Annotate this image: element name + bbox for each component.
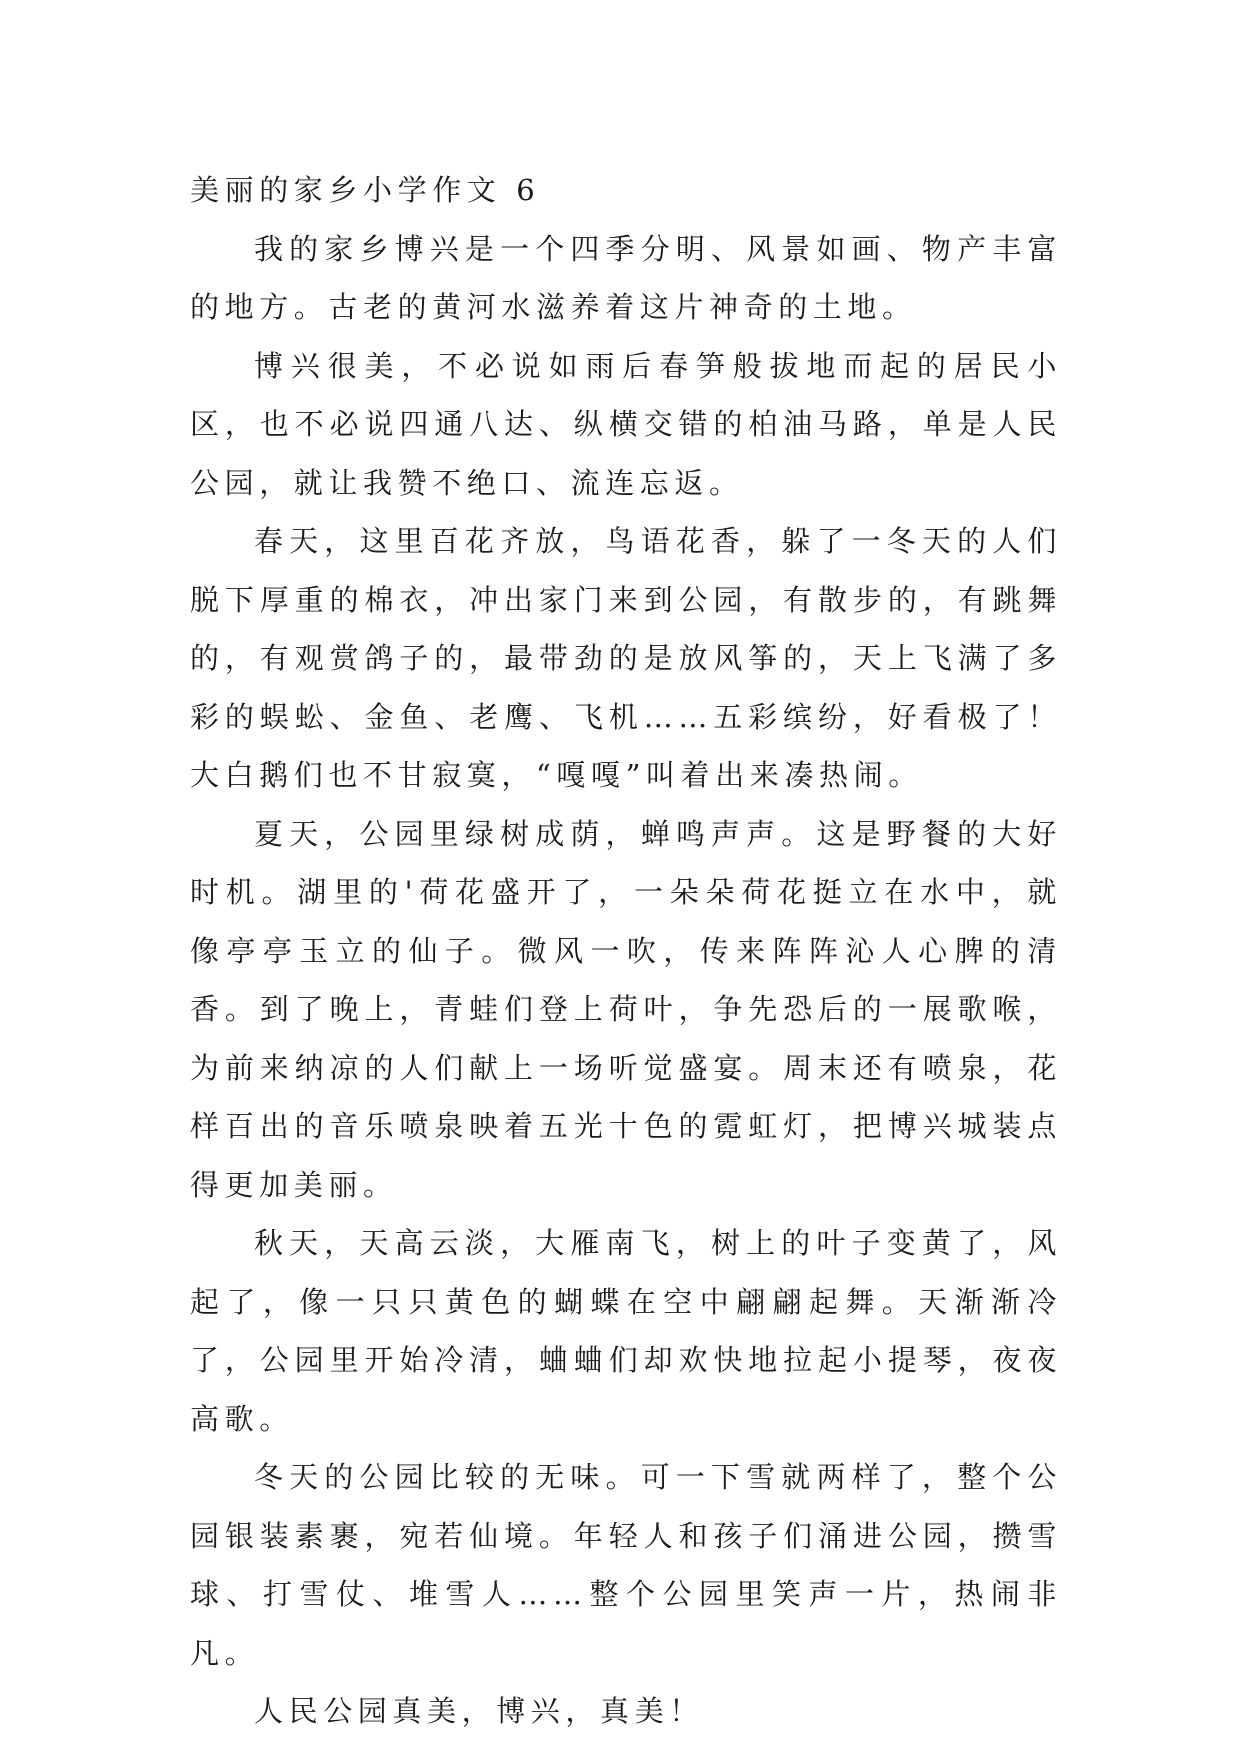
paragraph-spring: 春天，这里百花齐放，鸟语花香，躲了一冬天的人们脱下厚重的棉衣，冲出家门来到公园，有散步的，有跳舞的，有观赏鸽子的，最带劲的是放风筝的，天上飞满了多彩的蜈蚣、金鱼、老鹰、飞机……五彩缤纷，好看极了！大白鹅们也不甘寂寞，“嘎嘎”叫着出来凑热闹。 bbox=[190, 524, 1062, 792]
paragraph-park: 博兴很美，不必说如雨后春笋般拔地而起的居民小区，也不必说四通八达、纵横交错的柏油马路，单是人民公园，就让我赞不绝口、流连忘返。 bbox=[190, 348, 1062, 500]
paragraph-summer: 夏天，公园里绿树成荫，蝉鸣声声。这是野餐的大好时机。湖里的'荷花盛开了，一朵朵荷花挺立在水中，就像亭亭玉立的仙子。微风一吹，传来阵阵沁人心脾的清香。到了晚上，青蛙们登上荷叶，争先恐后的一展歌喉，为前来纳凉的人们献上一场听觉盛宴。周末还有喷泉，花样百出的音乐喷泉映着五光十色的霓虹灯，把博兴城装点得更加美丽。 bbox=[190, 816, 1062, 1202]
paragraph-autumn: 秋天，天高云淡，大雁南飞，树上的叶子变黄了，风起了，像一只只黄色的蝴蝶在空中翩翩起舞。天渐渐冷了，公园里开始冷清，蛐蛐们却欢快地拉起小提琴，夜夜高歌。 bbox=[190, 1226, 1062, 1436]
document-title: 美丽的家乡小学作文 6 bbox=[190, 173, 541, 207]
paragraph-conclusion: 人民公园真美，博兴，真美！ bbox=[254, 1694, 704, 1728]
document-body bbox=[190, 161, 1062, 1741]
paragraph-intro: 我的家乡博兴是一个四季分明、风景如画、物产丰富的地方。古老的黄河水滋养着这片神奇的土地。 bbox=[190, 231, 1062, 324]
paragraph-winter: 冬天的公园比较的无味。可一下雪就两样了，整个公园银装素裹，宛若仙境。年轻人和孩子们涌进公园，攒雪球、打雪仗、堆雪人……整个公园里笑声一片，热闹非凡。 bbox=[190, 1460, 1062, 1670]
